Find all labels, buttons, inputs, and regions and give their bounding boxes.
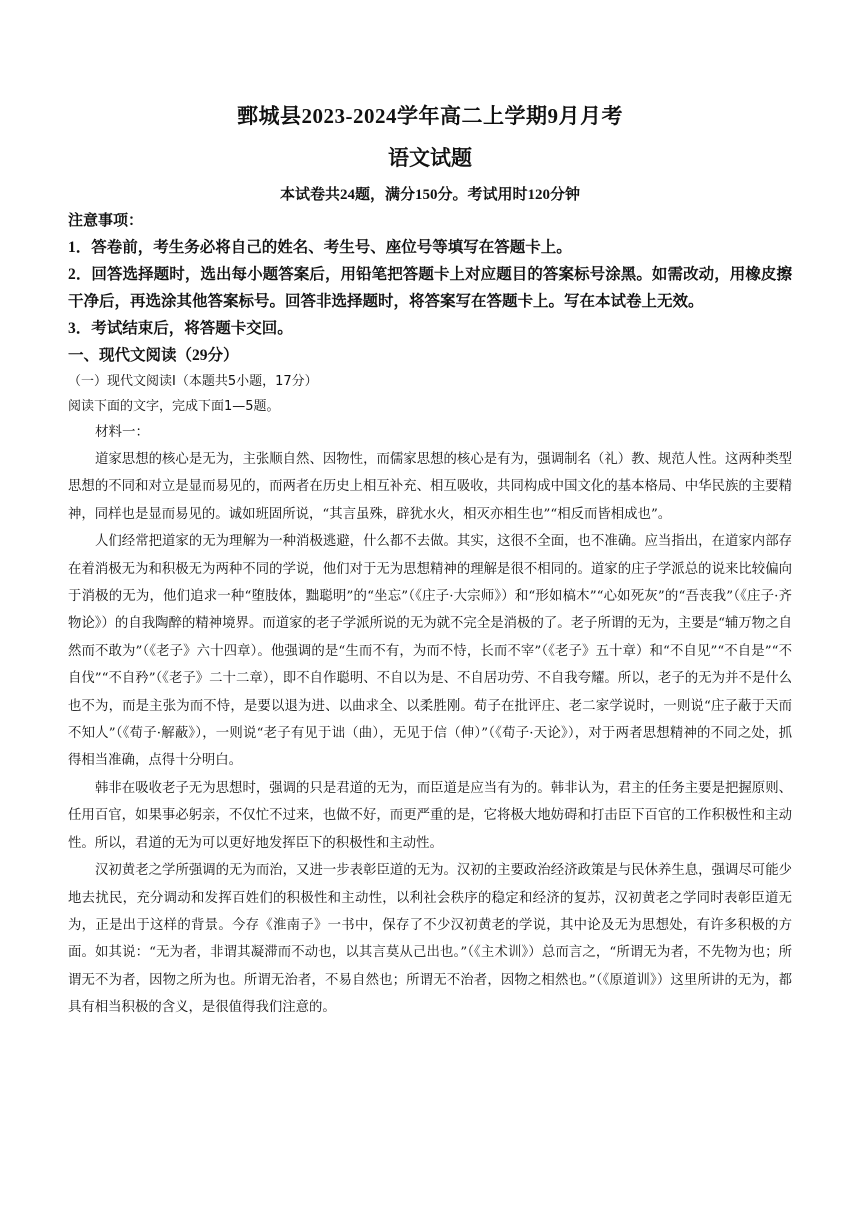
sub-section-heading: （一）现代文阅读Ⅰ（本题共5小题，17分） — [68, 374, 318, 389]
exam-subtitle: 语文试题 — [388, 146, 472, 170]
notice-heading: 注意事项： — [68, 213, 144, 229]
section-heading: 一、现代文阅读（29分） — [68, 347, 239, 364]
material-label: 材料一： — [95, 424, 149, 440]
exam-info: 本试卷共24题，满分150分。考试用时120分钟 — [279, 187, 580, 203]
notice-item-3: 3．考试结束后，将答题卡交回。 — [68, 320, 293, 337]
notice-block — [68, 208, 792, 342]
material-paragraph-4: 汉初黄老之学所强调的无为而治，又进一步表彰臣道的无为。汉初的主要政治经济政策是与民休养生息，强调尽可能少地去扰民，充分调动和发挥百姓们的积极性和主动性，以利社会秩序的稳定和经济的复苏，汉初黄老之学同时表彰臣道无为，正是出于这样的背景。今存《淮南子》一书中，保存了不少汉初黄老的学说，其中论及无为思想处，有许多积极的方面。如其说：“无为者，非谓其凝滞而不动也，以其言莫从己出也。”（《主术训》）总而言之，“所谓无为者，不先物为也；所谓无不为者，因物之所为也。所谓无治者，不易自然也；所谓无不治者，因物之相然也。”（《原道训》）这里所讲的无为，都具有相当积极的含义，是很值得我们注意的。 — [68, 863, 792, 1016]
material-paragraph-3: 韩非在吸收老子无为思想时，强调的只是君道的无为，而臣道是应当有为的。韩非认为，君主的任务主要是把握原则、任用百官，如果事必躬亲，不仅忙不过来，也做不好，而更严重的是，它将极大地妨碍和打击臣下百官的工作积极性和主动性。所以，君道的无为可以更好地发挥臣下的积极性和主动性。 — [68, 780, 792, 851]
material-paragraph-2: 人们经常把道家的无为理解为一种消极逃避，什么都不去做。其实，这很不全面，也不准确。应当指出，在道家内部存在着消极无为和积极无为两种不同的学说，他们对于无为思想精神的理解是很不相同的。道家的庄子学派总的说来比较偏向于消极的无为，他们追求一种“堕肢体，黜聪明”的“坐忘”（《庄子·大宗师》）和“形如槁木”“心如死灰”的“吾丧我”（《庄子·齐物论》）的自我陶醉的精神境界。而道家的老子学派所说的无为就不完全是消极的了。老子所谓的无为，主要是“辅万物之自然而不敢为”（《老子》六十四章）。他强调的是“生而不有，为而不恃，长而不宰”（《老子》五十章）和“不自见”“不自是”“不自伐”“不自矜”（《老子》二十二章），即不自作聪明、不自以为是、不自居功劳、不自我夸耀。所以，老子的无为并不是什么也不为，而是主张为而不恃，是要以退为进、以曲求全、以柔胜刚。荀子在批评庄、老二家学说时，一则说“庄子蔽于天而不知人”（《荀子·解蔽》），一则说“老子有见于诎（曲），无见于信（伸）”（《荀子·天论》），对于两者思想精神的不同之处，抓得相当准确，点得十分明白。 — [68, 534, 792, 769]
reading-instruction: 阅读下面的文字，完成下面1—5题。 — [68, 399, 280, 414]
notice-item-1: 1．答卷前，考生务必将自己的姓名、考生号、座位号等填写在答题卡上。 — [68, 239, 572, 256]
material-body — [68, 446, 792, 1022]
exam-title: 鄄城县2023-2024学年高二上学期9月月考 — [237, 104, 623, 128]
material-paragraph-1: 道家思想的核心是无为，主张顺自然、因物性，而儒家思想的核心是有为，强调制名（礼）教、规范人性。这两种类型思想的不同和对立是显而易见的，而两者在历史上相互补充、相互吸收，共同构成中国文化的基本格局、中华民族的主要精神，同样也是显而易见的。诚如班固所说，“其言虽殊，辟犹水火，相灭亦相生也”“相反而皆相成也”。 — [68, 452, 792, 522]
notice-item-2: 2．回答选择题时，选出每小题答案后，用铅笔把答题卡上对应题目的答案标号涂黑。如需改动，用橡皮擦干净后，再选涂其他答案标号。回答非选择题时，将答案写在答题卡上。写在本试卷上无效。 — [68, 266, 792, 310]
exam-page — [68, 96, 792, 1022]
